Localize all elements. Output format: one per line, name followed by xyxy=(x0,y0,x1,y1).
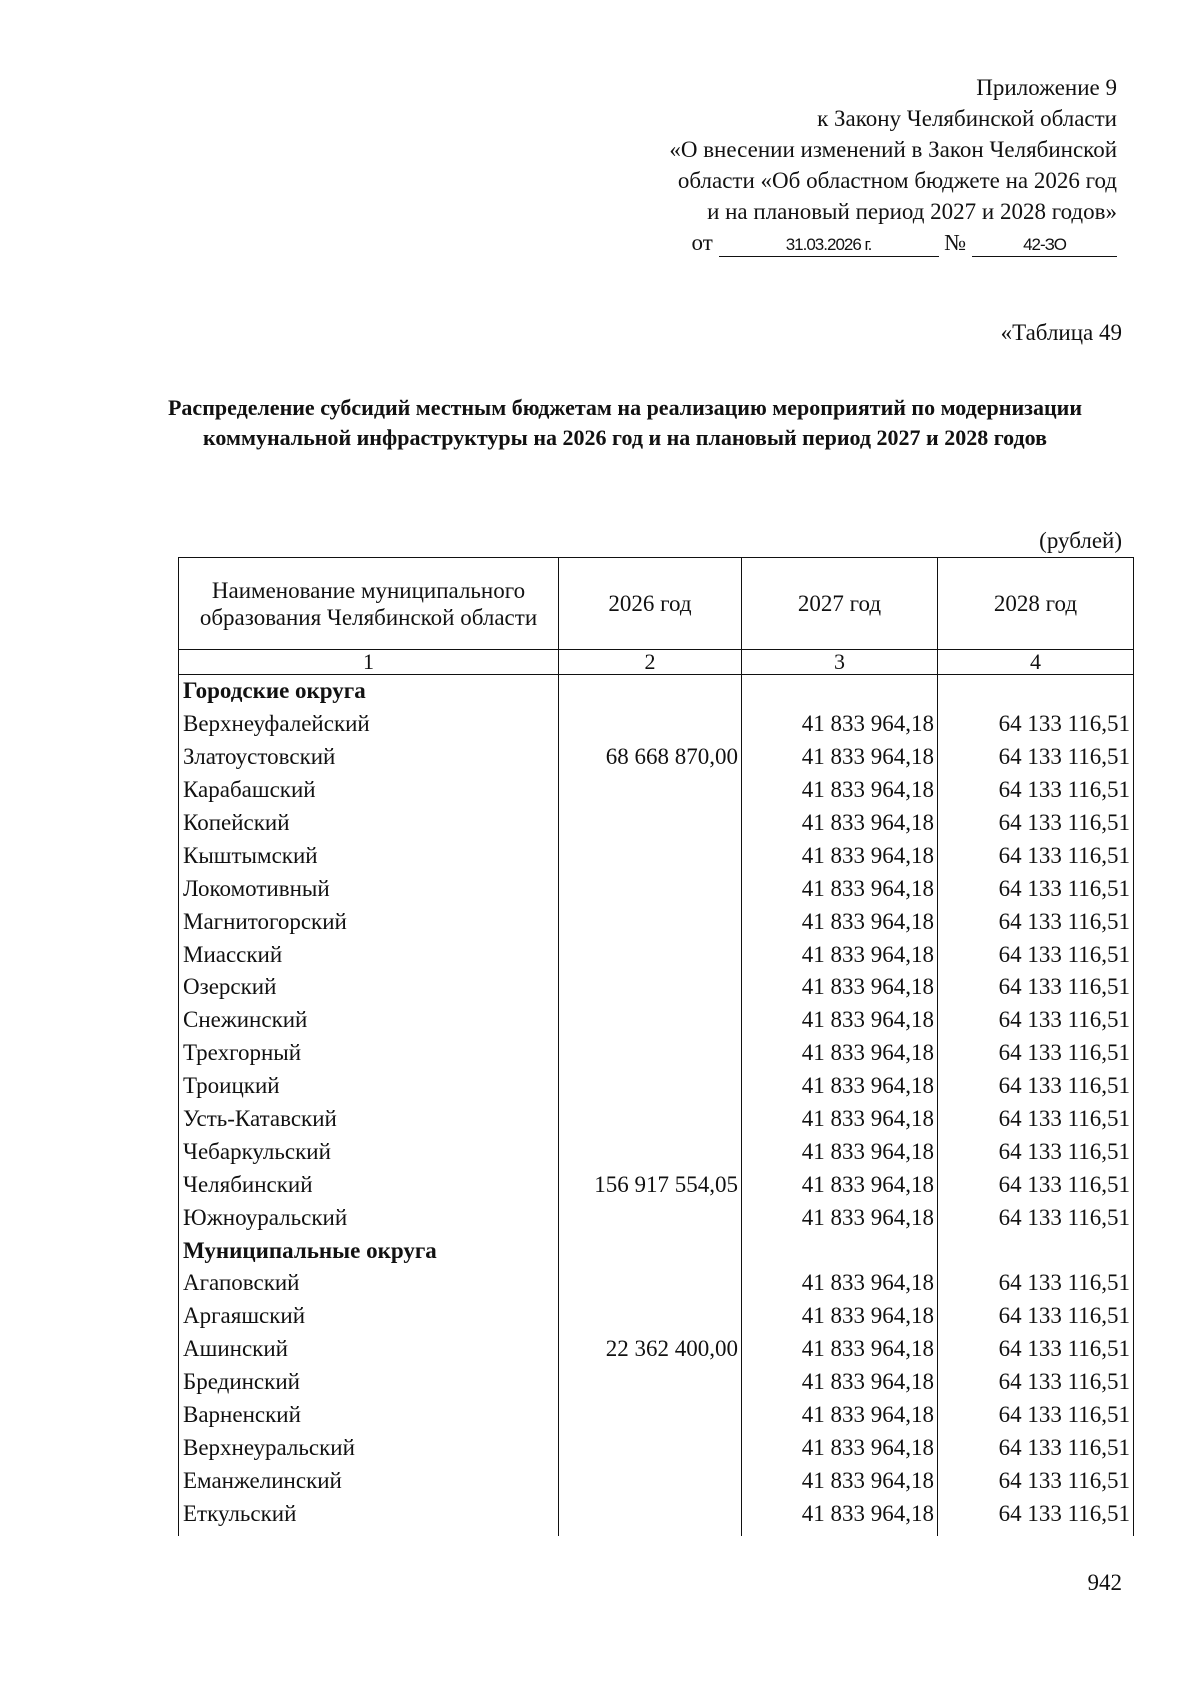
municipality-name: Трехгорный xyxy=(179,1037,559,1070)
amount-2028: 64 133 116,51 xyxy=(938,708,1134,741)
law-date: 31.03.2026 г. xyxy=(719,234,939,257)
table-row xyxy=(179,774,1134,807)
table-label: «Таблица 49 xyxy=(1000,320,1122,345)
amount-2028: 64 133 116,51 xyxy=(938,1201,1134,1234)
table-row xyxy=(179,905,1134,938)
amount-2028: 64 133 116,51 xyxy=(938,1004,1134,1037)
amount-2026 xyxy=(559,675,742,708)
table-row xyxy=(179,971,1134,1004)
amount-2026 xyxy=(559,1135,742,1168)
amount-2027: 41 833 964,18 xyxy=(742,1201,938,1234)
amount-2026 xyxy=(559,1300,742,1333)
section-heading: Городские округа xyxy=(179,675,559,708)
amount-2028: 64 133 116,51 xyxy=(938,1103,1134,1136)
table-row xyxy=(179,708,1134,741)
amount-2028: 64 133 116,51 xyxy=(938,741,1134,774)
amount-2028: 64 133 116,51 xyxy=(938,938,1134,971)
table-bottom-spacer xyxy=(179,1530,1134,1536)
table-row xyxy=(179,1201,1134,1234)
amount-2028: 64 133 116,51 xyxy=(938,1267,1134,1300)
amount-2028 xyxy=(938,1234,1134,1267)
amount-2026: 22 362 400,00 xyxy=(559,1333,742,1366)
municipality-name: Локомотивный xyxy=(179,872,559,905)
amount-2027: 41 833 964,18 xyxy=(742,1168,938,1201)
municipality-name: Троицкий xyxy=(179,1070,559,1103)
table-row xyxy=(179,807,1134,840)
amount-2027: 41 833 964,18 xyxy=(742,1037,938,1070)
amount-2027 xyxy=(742,1234,938,1267)
municipality-name: Усть-Катавский xyxy=(179,1103,559,1136)
amount-2026 xyxy=(559,708,742,741)
amount-2027: 41 833 964,18 xyxy=(742,1497,938,1530)
table-row xyxy=(179,1004,1134,1037)
amount-2028: 64 133 116,51 xyxy=(938,1399,1134,1432)
section-heading-row xyxy=(179,1234,1134,1267)
table-row xyxy=(179,1464,1134,1497)
table-row xyxy=(179,1103,1134,1136)
column-number: 3 xyxy=(742,650,938,675)
column-header-2027: 2027 год xyxy=(742,558,938,650)
amount-2028: 64 133 116,51 xyxy=(938,774,1134,807)
amount-2026 xyxy=(559,1201,742,1234)
law-number: 42-ЗО xyxy=(972,234,1117,257)
table-row xyxy=(179,1497,1134,1530)
column-number: 1 xyxy=(179,650,559,675)
amount-2028: 64 133 116,51 xyxy=(938,1497,1134,1530)
amount-2026 xyxy=(559,839,742,872)
amount-2027: 41 833 964,18 xyxy=(742,1366,938,1399)
municipality-name: Магнитогорский xyxy=(179,905,559,938)
amount-2026 xyxy=(559,1464,742,1497)
amount-2026 xyxy=(559,1037,742,1070)
amount-2026 xyxy=(559,807,742,840)
table-row xyxy=(179,1399,1134,1432)
amount-2026 xyxy=(559,938,742,971)
table-row xyxy=(179,1037,1134,1070)
amount-2026: 156 917 554,05 xyxy=(559,1168,742,1201)
amount-2026 xyxy=(559,1070,742,1103)
amount-2028: 64 133 116,51 xyxy=(938,1135,1134,1168)
amount-2026 xyxy=(559,971,742,1004)
amount-2026 xyxy=(559,1103,742,1136)
municipality-name: Карабашский xyxy=(179,774,559,807)
table-row xyxy=(179,839,1134,872)
amount-2028: 64 133 116,51 xyxy=(938,1366,1134,1399)
municipality-name: Южноуральский xyxy=(179,1201,559,1234)
column-number: 4 xyxy=(938,650,1134,675)
amount-2027: 41 833 964,18 xyxy=(742,1300,938,1333)
municipality-name: Кыштымский xyxy=(179,839,559,872)
table-row xyxy=(179,1333,1134,1366)
column-header-2026: 2026 год xyxy=(559,558,742,650)
amount-2027: 41 833 964,18 xyxy=(742,708,938,741)
law-title-line-1: «О внесении изменений в Закон Челябинской xyxy=(669,137,1117,162)
table-row xyxy=(179,1431,1134,1464)
amount-2028: 64 133 116,51 xyxy=(938,971,1134,1004)
municipality-name: Аргаяшский xyxy=(179,1300,559,1333)
amount-2027: 41 833 964,18 xyxy=(742,1431,938,1464)
table-row xyxy=(179,1135,1134,1168)
number-prefix: № xyxy=(944,230,967,255)
amount-2027: 41 833 964,18 xyxy=(742,774,938,807)
amount-2028: 64 133 116,51 xyxy=(938,1300,1134,1333)
municipality-name: Верхнеуральский xyxy=(179,1431,559,1464)
amount-2028: 64 133 116,51 xyxy=(938,905,1134,938)
column-header-2028: 2028 год xyxy=(938,558,1134,650)
spacer-cell xyxy=(559,1530,742,1536)
appendix-header xyxy=(557,72,1117,258)
amount-2026 xyxy=(559,905,742,938)
municipality-name: Верхнеуфалейский xyxy=(179,708,559,741)
amount-2026 xyxy=(559,1497,742,1530)
amount-2027: 41 833 964,18 xyxy=(742,872,938,905)
municipality-name: Еткульский xyxy=(179,1497,559,1530)
municipality-name: Озерский xyxy=(179,971,559,1004)
law-reference: к Закону Челябинской области xyxy=(817,106,1117,131)
law-title-line-2: области «Об областном бюджете на 2026 год xyxy=(677,168,1117,193)
section-heading-row xyxy=(179,675,1134,708)
table-row xyxy=(179,938,1134,971)
amount-2027: 41 833 964,18 xyxy=(742,1135,938,1168)
amount-2028: 64 133 116,51 xyxy=(938,1333,1134,1366)
amount-2028: 64 133 116,51 xyxy=(938,1431,1134,1464)
municipality-name: Еманжелинский xyxy=(179,1464,559,1497)
table-row xyxy=(179,741,1134,774)
column-header-municipality: Наименование муниципального образования Челябинской области xyxy=(179,558,559,650)
section-heading: Муниципальные округа xyxy=(179,1234,559,1267)
amount-2026 xyxy=(559,1234,742,1267)
municipality-name: Златоустовский xyxy=(179,741,559,774)
table-row xyxy=(179,1366,1134,1399)
page-number: 942 xyxy=(1087,1570,1122,1595)
amount-2027: 41 833 964,18 xyxy=(742,938,938,971)
spacer-cell xyxy=(938,1530,1134,1536)
appendix-number: Приложение 9 xyxy=(976,75,1117,100)
amount-2027: 41 833 964,18 xyxy=(742,1464,938,1497)
amount-2026 xyxy=(559,774,742,807)
amount-2028: 64 133 116,51 xyxy=(938,839,1134,872)
units-label: (рублей) xyxy=(1039,528,1122,553)
amount-2028: 64 133 116,51 xyxy=(938,872,1134,905)
amount-2027: 41 833 964,18 xyxy=(742,1399,938,1432)
amount-2028 xyxy=(938,675,1134,708)
subsidy-table xyxy=(178,557,1134,1536)
amount-2027: 41 833 964,18 xyxy=(742,905,938,938)
amount-2027: 41 833 964,18 xyxy=(742,1004,938,1037)
table-row xyxy=(179,1300,1134,1333)
table-header-row xyxy=(179,558,1134,650)
municipality-name: Миасский xyxy=(179,938,559,971)
amount-2026 xyxy=(559,872,742,905)
municipality-name: Агаповский xyxy=(179,1267,559,1300)
amount-2028: 64 133 116,51 xyxy=(938,1464,1134,1497)
amount-2028: 64 133 116,51 xyxy=(938,1037,1134,1070)
municipality-name: Брединский xyxy=(179,1366,559,1399)
municipality-name: Ашинский xyxy=(179,1333,559,1366)
amount-2028: 64 133 116,51 xyxy=(938,1168,1134,1201)
table-row xyxy=(179,1070,1134,1103)
column-number-row xyxy=(179,650,1134,675)
amount-2027: 41 833 964,18 xyxy=(742,807,938,840)
amount-2026: 68 668 870,00 xyxy=(559,741,742,774)
document-title: Распределение субсидий местным бюджетам на реализацию мероприятий по модернизации коммунальной инфраструктуры на 2026 год и на плановый период 2027 и 2028 годов xyxy=(167,395,1083,450)
amount-2026 xyxy=(559,1399,742,1432)
municipality-name: Снежинский xyxy=(179,1004,559,1037)
amount-2026 xyxy=(559,1267,742,1300)
amount-2028: 64 133 116,51 xyxy=(938,1070,1134,1103)
table-row xyxy=(179,1267,1134,1300)
amount-2027: 41 833 964,18 xyxy=(742,971,938,1004)
date-prefix: от xyxy=(691,230,713,255)
amount-2027: 41 833 964,18 xyxy=(742,1070,938,1103)
amount-2027 xyxy=(742,675,938,708)
amount-2027: 41 833 964,18 xyxy=(742,1333,938,1366)
table-body xyxy=(179,675,1134,1537)
amount-2027: 41 833 964,18 xyxy=(742,741,938,774)
table-row xyxy=(179,872,1134,905)
table-row xyxy=(179,1168,1134,1201)
amount-2026 xyxy=(559,1004,742,1037)
spacer-cell xyxy=(179,1530,559,1536)
amount-2027: 41 833 964,18 xyxy=(742,1267,938,1300)
law-date-number-line xyxy=(557,227,1117,258)
municipality-name: Челябинский xyxy=(179,1168,559,1201)
municipality-name: Чебаркульский xyxy=(179,1135,559,1168)
municipality-name: Варненский xyxy=(179,1399,559,1432)
amount-2026 xyxy=(559,1366,742,1399)
amount-2028: 64 133 116,51 xyxy=(938,807,1134,840)
municipality-name: Копейский xyxy=(179,807,559,840)
column-number: 2 xyxy=(559,650,742,675)
amount-2027: 41 833 964,18 xyxy=(742,1103,938,1136)
amount-2027: 41 833 964,18 xyxy=(742,839,938,872)
law-title-line-3: и на плановый период 2027 и 2028 годов» xyxy=(707,199,1117,224)
amount-2026 xyxy=(559,1431,742,1464)
spacer-cell xyxy=(742,1530,938,1536)
